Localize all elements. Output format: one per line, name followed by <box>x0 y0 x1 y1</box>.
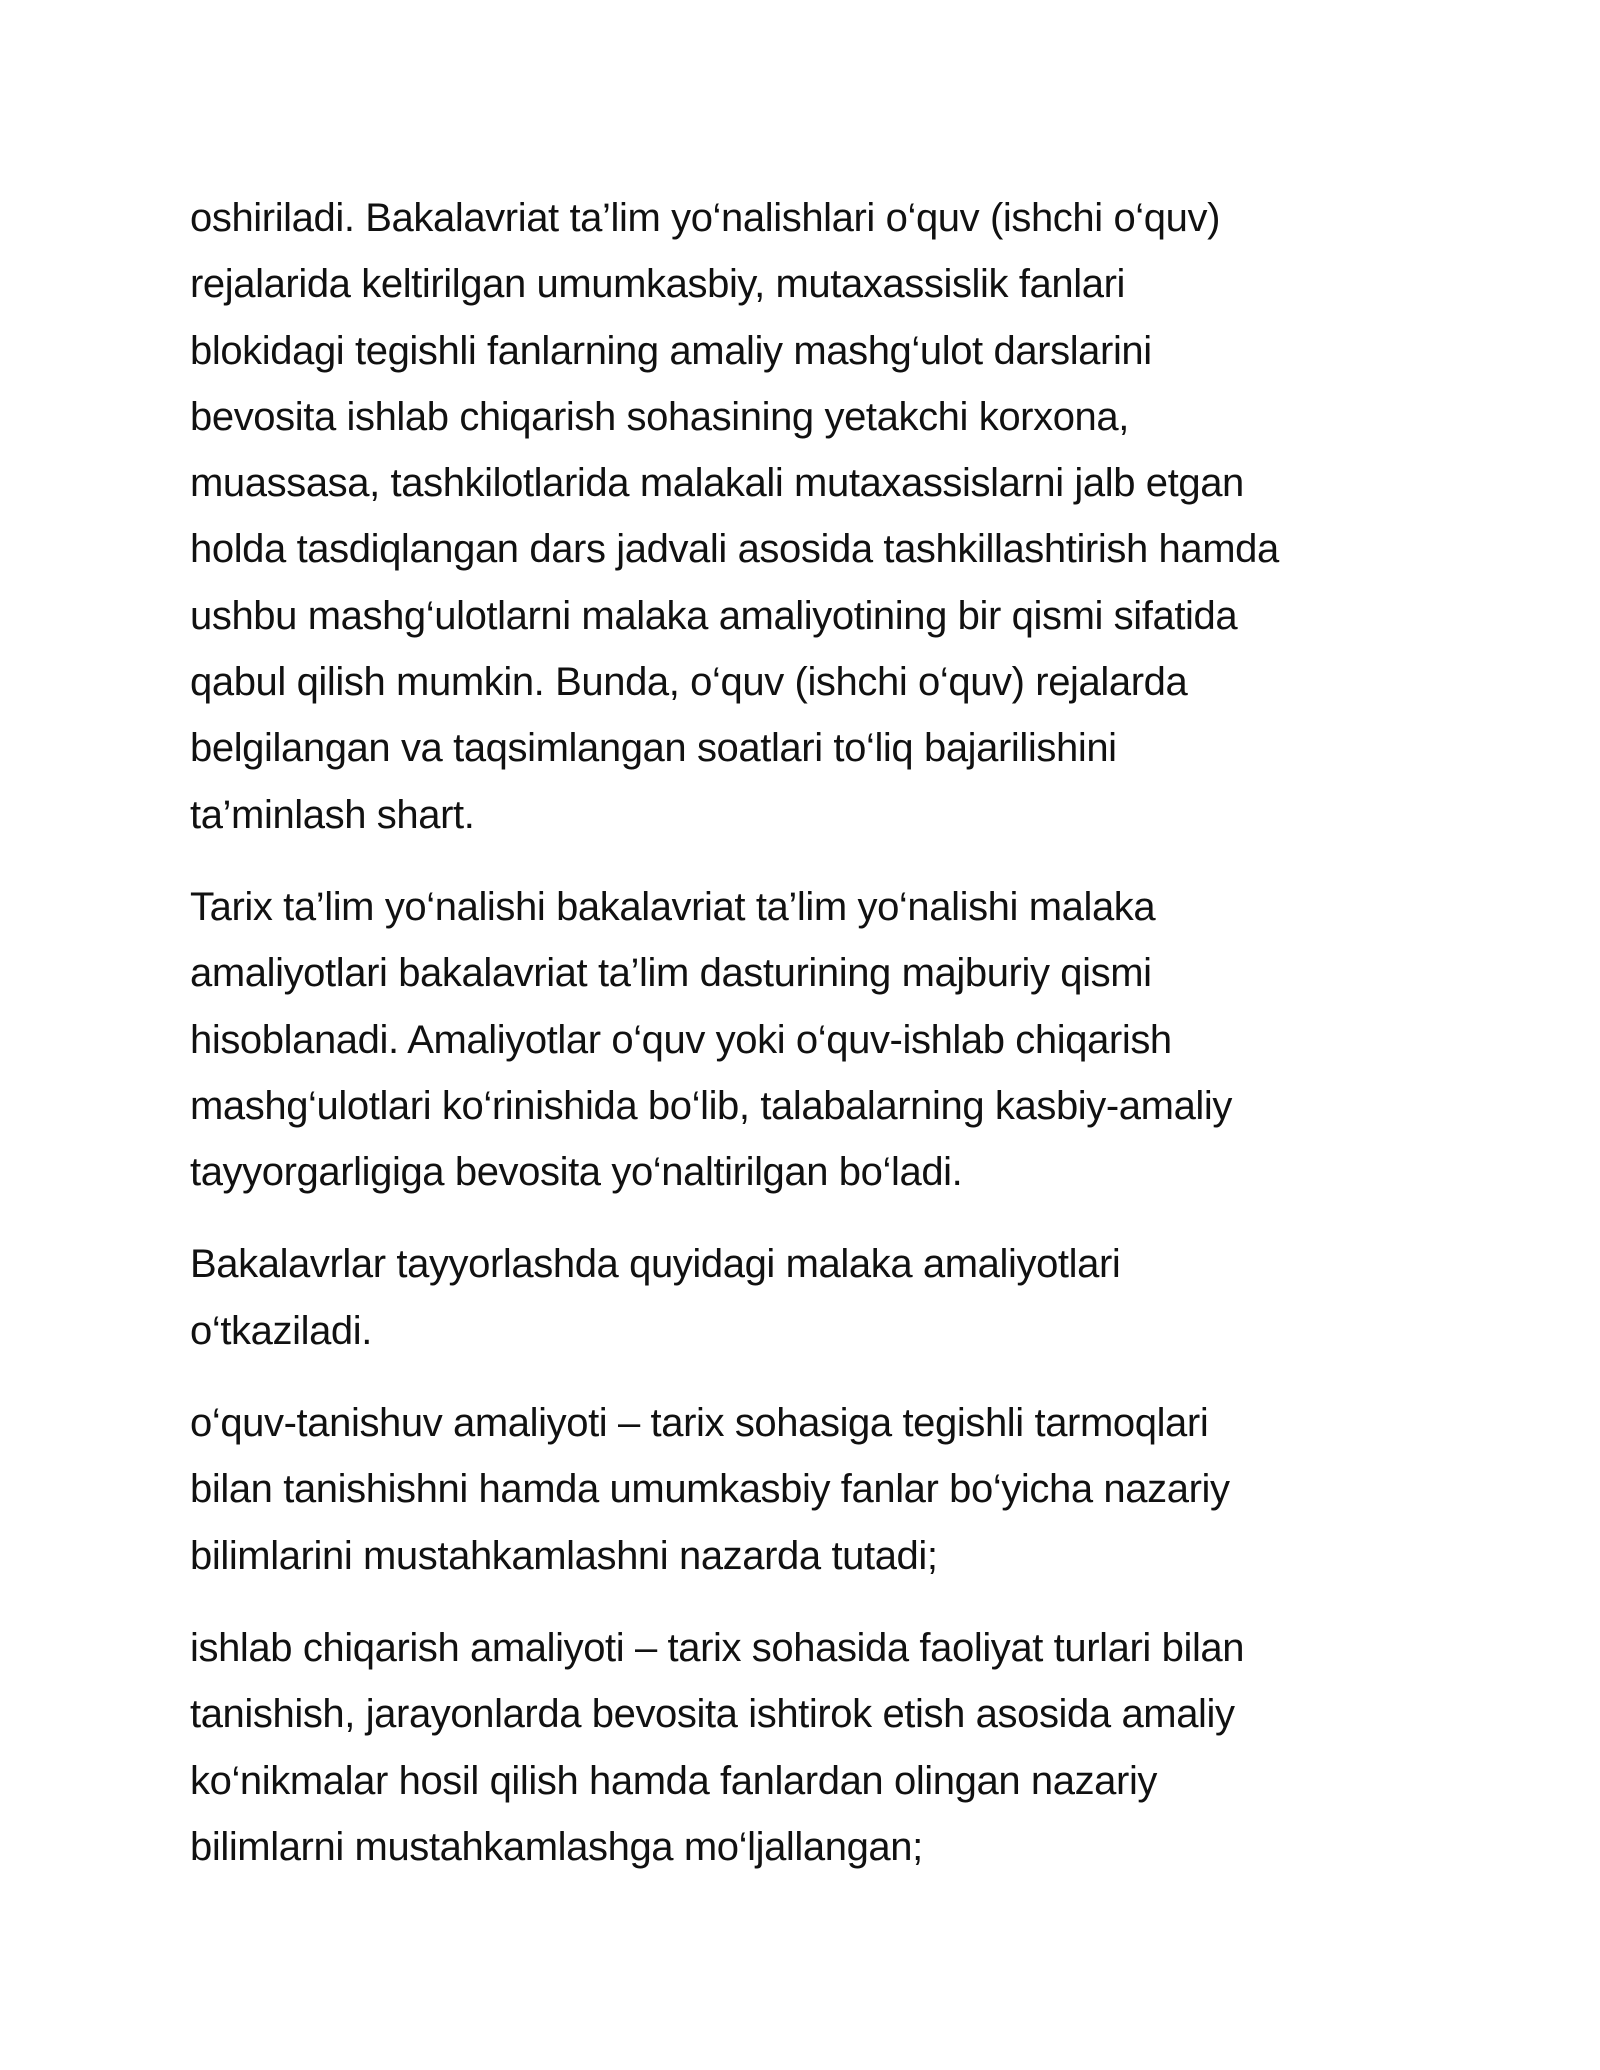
paragraph-5: ishlab chiqarish amaliyoti – tarix sohasida faoliyat turlari bilan tanishish, jarayonlarda bevosita ishtirok etish asosida amaliy ko‘nikmalar hosil qilish hamda fanlardan olingan nazariy bilimlarni mustahkamlashga mo‘ljallangan; <box>190 1625 1245 1869</box>
paragraph-3: Bakalavrlar tayyorlashda quyidagi malaka amaliyotlari o‘tkaziladi. <box>190 1242 1121 1353</box>
paragraph-1: oshiriladi. Bakalavriat ta’lim yo‘nalishlari o‘quv (ishchi o‘quv) rejalarida keltirilgan umumkasbiy, mutaxassislik fanlari blokidagi tegishli fanlarning amaliy mashg‘ulot darslarini bevosita ishlab chiqarish sohasining yetakchi korxona, muassasa, tashkilotlarida malakali mutaxassislarni jalb etgan holda tasdiqlangan dars jadvali asosida tashkillashtirish hamda ushbu mashg‘ulotlarni malaka amaliyotining bir qismi sifatida qabul qilish mumkin. Bunda, o‘quv (ishchi o‘quv) rejalarda belgilangan va taqsimlangan soatlari to‘liq bajarilishini ta’minlash shart. <box>190 196 1279 837</box>
document-body <box>190 185 1410 1906</box>
paragraph-2: Tarix ta’lim yo‘nalishi bakalavriat ta’lim yo‘nalishi malaka amaliyotlari bakalavriat ta’lim dasturining majburiy qismi hisoblanadi. Amaliyotlar o‘quv yoki o‘quv-ishlab chiqarish mashg‘ulotlari ko‘rinishida bo‘lib, talabalarning kasbiy-amaliy tayyorgarligiga bevosita yo‘naltirilgan bo‘ladi. <box>190 884 1232 1195</box>
paragraph-4: o‘quv-tanishuv amaliyoti – tarix sohasiga tegishli tarmoqlari bilan tanishishni hamda umumkasbiy fanlar bo‘yicha nazariy bilimlarini mustahkamlashni nazarda tutadi; <box>190 1401 1230 1578</box>
